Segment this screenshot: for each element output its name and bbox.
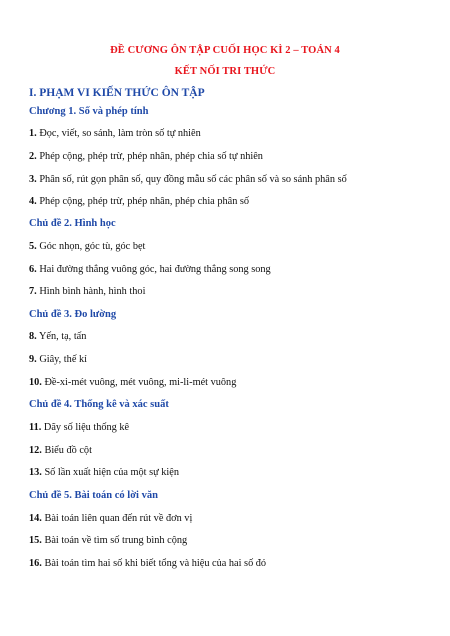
- item-number: 9.: [29, 354, 37, 365]
- item-text: Hình bình hành, hình thoi: [39, 286, 146, 297]
- document-title: ĐỀ CƯƠNG ÔN TẬP CUỐI HỌC KÌ 2 – TOÁN 4: [110, 45, 340, 56]
- section-heading-scope: I. PHẠM VI KIẾN THỨC ÔN TẬP: [29, 87, 205, 99]
- item-text: Giây, thế kỉ: [39, 354, 87, 365]
- item-text: Bài toán liên quan đến rút về đơn vị: [44, 513, 193, 524]
- item-number: 5.: [29, 241, 37, 252]
- item-text: Đọc, viết, so sánh, làm tròn số tự nhiên: [39, 128, 201, 139]
- document-subtitle: KẾT NỐI TRI THỨC: [174, 66, 276, 77]
- item-number: 14.: [29, 513, 42, 524]
- item-text: Phép cộng, phép trừ, phép nhân, phép chia phân số: [39, 196, 250, 207]
- item-text: Góc nhọn, góc tù, góc bẹt: [39, 241, 146, 252]
- item-text: Biểu đồ cột: [44, 445, 92, 456]
- item-text: Yến, tạ, tấn: [38, 331, 87, 342]
- item-number: 11.: [29, 422, 42, 433]
- item-text: Đề-xi-mét vuông, mét vuông, mi-li-mét vuông: [44, 377, 237, 388]
- item-number: 7.: [29, 286, 37, 297]
- item-number: 1.: [29, 128, 37, 139]
- item-number: 16.: [29, 558, 42, 569]
- item-number: 6.: [29, 264, 37, 275]
- chapter-heading: Chương 1. Số và phép tính: [29, 106, 149, 117]
- item-number: 2.: [29, 151, 37, 162]
- item-number: 10.: [29, 377, 42, 388]
- item-text: Bài toán về tìm số trung bình cộng: [44, 535, 188, 546]
- chapter-heading: Chủ đề 4. Thống kê và xác suất: [29, 399, 169, 410]
- item-number: 3.: [29, 174, 37, 185]
- chapter-heading: Chủ đề 5. Bài toán có lời văn: [29, 490, 158, 501]
- item-text: Dãy số liệu thống kê: [43, 422, 130, 433]
- chapter-heading: Chủ đề 3. Đo lường: [29, 309, 117, 320]
- item-text: Số lần xuất hiện của một sự kiện: [44, 467, 180, 478]
- chapter-heading: Chủ đề 2. Hình học: [29, 218, 116, 229]
- item-number: 12.: [29, 445, 42, 456]
- item-text: Hai đường thẳng vuông góc, hai đường thẳng song song: [39, 264, 271, 275]
- item-text: Phép cộng, phép trừ, phép nhân, phép chia số tự nhiên: [39, 151, 263, 162]
- item-text: Phân số, rút gọn phân số, quy đồng mẫu số các phân số và so sánh phân số: [39, 174, 347, 185]
- item-number: 4.: [29, 196, 37, 207]
- item-number: 13.: [29, 467, 42, 478]
- item-number: 15.: [29, 535, 42, 546]
- item-text: Bài toán tìm hai số khi biết tổng và hiệu của hai số đó: [44, 558, 267, 569]
- item-number: 8.: [29, 331, 37, 342]
